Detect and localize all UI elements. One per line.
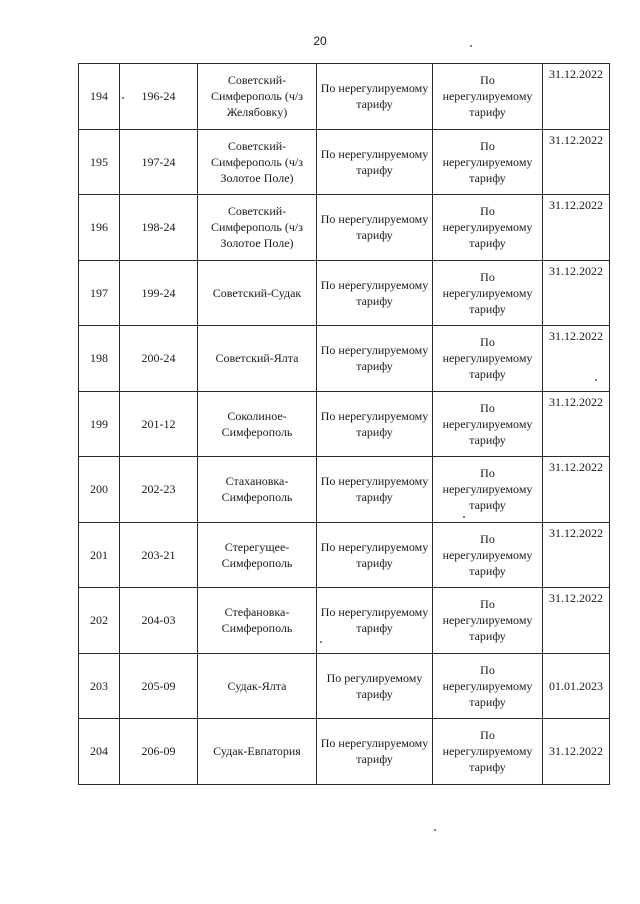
route-name-cell: Стефановка-Симферополь (198, 588, 317, 654)
route-number-cell: 197-24 (120, 129, 198, 195)
row-number-cell: 199 (79, 391, 120, 457)
tariff-cell: По нерегулируемому тарифу (317, 457, 433, 523)
route-number-cell: 201-12 (120, 391, 198, 457)
route-name-cell: Соколиное-Симферополь (198, 391, 317, 457)
row-number-cell: 202 (79, 588, 120, 654)
tariff-cell: По нерегулируемому тарифу (317, 588, 433, 654)
table-row (79, 588, 610, 654)
date-cell: 31.12.2022 (543, 719, 610, 785)
route-name-cell: Судак-Евпатория (198, 719, 317, 785)
date-cell: 31.12.2022 (543, 260, 610, 326)
date-cell: 31.12.2022 (543, 195, 610, 261)
tariff-cell: По нерегулируемому тарифу (433, 391, 543, 457)
tariff-cell: По нерегулируемому тарифу (433, 64, 543, 130)
table-row (79, 719, 610, 785)
scan-speck (122, 97, 124, 99)
route-name-cell: Советский-Судак (198, 260, 317, 326)
date-cell: 31.12.2022 (543, 457, 610, 523)
scan-speck (434, 829, 436, 831)
routes-table-body (79, 64, 610, 785)
row-number-cell: 204 (79, 719, 120, 785)
page-number: 20 (313, 34, 327, 48)
route-number-cell: 198-24 (120, 195, 198, 261)
row-number-cell: 196 (79, 195, 120, 261)
tariff-cell: По нерегулируемому тарифу (317, 195, 433, 261)
row-number-cell: 195 (79, 129, 120, 195)
scan-speck (463, 516, 465, 518)
row-number-cell: 200 (79, 457, 120, 523)
tariff-cell: По нерегулируемому тарифу (433, 195, 543, 261)
tariff-cell: По нерегулируемому тарифу (433, 588, 543, 654)
tariff-cell: По нерегулируемому тарифу (433, 326, 543, 392)
table-row (79, 522, 610, 588)
row-number-cell: 197 (79, 260, 120, 326)
tariff-cell: По нерегулируемому тарифу (317, 129, 433, 195)
tariff-cell: По нерегулируемому тарифу (317, 64, 433, 130)
route-number-cell: 200-24 (120, 326, 198, 392)
route-name-cell: Судак-Ялта (198, 653, 317, 719)
table-row (79, 129, 610, 195)
row-number-cell: 194 (79, 64, 120, 130)
table-row (79, 391, 610, 457)
route-number-cell: 199-24 (120, 260, 198, 326)
route-name-cell: Советский-Симферополь (ч/з Золотое Поле) (198, 129, 317, 195)
route-name-cell: Стерегущее-Симферополь (198, 522, 317, 588)
tariff-cell: По регулируемому тарифу (317, 653, 433, 719)
tariff-cell: По нерегулируемому тарифу (433, 260, 543, 326)
date-cell: 31.12.2022 (543, 391, 610, 457)
date-cell: 01.01.2023 (543, 653, 610, 719)
table-row (79, 457, 610, 523)
table-row (79, 260, 610, 326)
table-row (79, 326, 610, 392)
scan-speck (470, 45, 472, 47)
scan-speck (320, 641, 322, 643)
tariff-cell: По нерегулируемому тарифу (317, 326, 433, 392)
tariff-cell: По нерегулируемому тарифу (433, 457, 543, 523)
date-cell: 31.12.2022 (543, 129, 610, 195)
table-row (79, 64, 610, 130)
table-row (79, 195, 610, 261)
tariff-cell: По нерегулируемому тарифу (433, 129, 543, 195)
route-name-cell: Советский-Симферополь (ч/з Золотое Поле) (198, 195, 317, 261)
tariff-cell: По нерегулируемому тарифу (317, 260, 433, 326)
route-number-cell: 204-03 (120, 588, 198, 654)
row-number-cell: 201 (79, 522, 120, 588)
route-name-cell: Стахановка-Симферополь (198, 457, 317, 523)
row-number-cell: 203 (79, 653, 120, 719)
route-name-cell: Советский-Ялта (198, 326, 317, 392)
tariff-cell: По нерегулируемому тарифу (433, 719, 543, 785)
tariff-cell: По нерегулируемому тарифу (317, 522, 433, 588)
route-number-cell: 205-09 (120, 653, 198, 719)
date-cell: 31.12.2022 (543, 588, 610, 654)
tariff-cell: По нерегулируемому тарифу (317, 719, 433, 785)
table-row (79, 653, 610, 719)
date-cell: 31.12.2022 (543, 64, 610, 130)
row-number-cell: 198 (79, 326, 120, 392)
route-number-cell: 196-24 (120, 64, 198, 130)
scan-speck (595, 379, 597, 381)
tariff-cell: По нерегулируемому тарифу (433, 522, 543, 588)
tariff-cell: По нерегулируемому тарифу (317, 391, 433, 457)
date-cell: 31.12.2022 (543, 522, 610, 588)
routes-table (78, 63, 610, 785)
tariff-cell: По нерегулируемому тарифу (433, 653, 543, 719)
date-cell: 31.12.2022 (543, 326, 610, 392)
route-name-cell: Советский-Симферополь (ч/з Желябовку) (198, 64, 317, 130)
route-number-cell: 203-21 (120, 522, 198, 588)
route-number-cell: 206-09 (120, 719, 198, 785)
route-number-cell: 202-23 (120, 457, 198, 523)
